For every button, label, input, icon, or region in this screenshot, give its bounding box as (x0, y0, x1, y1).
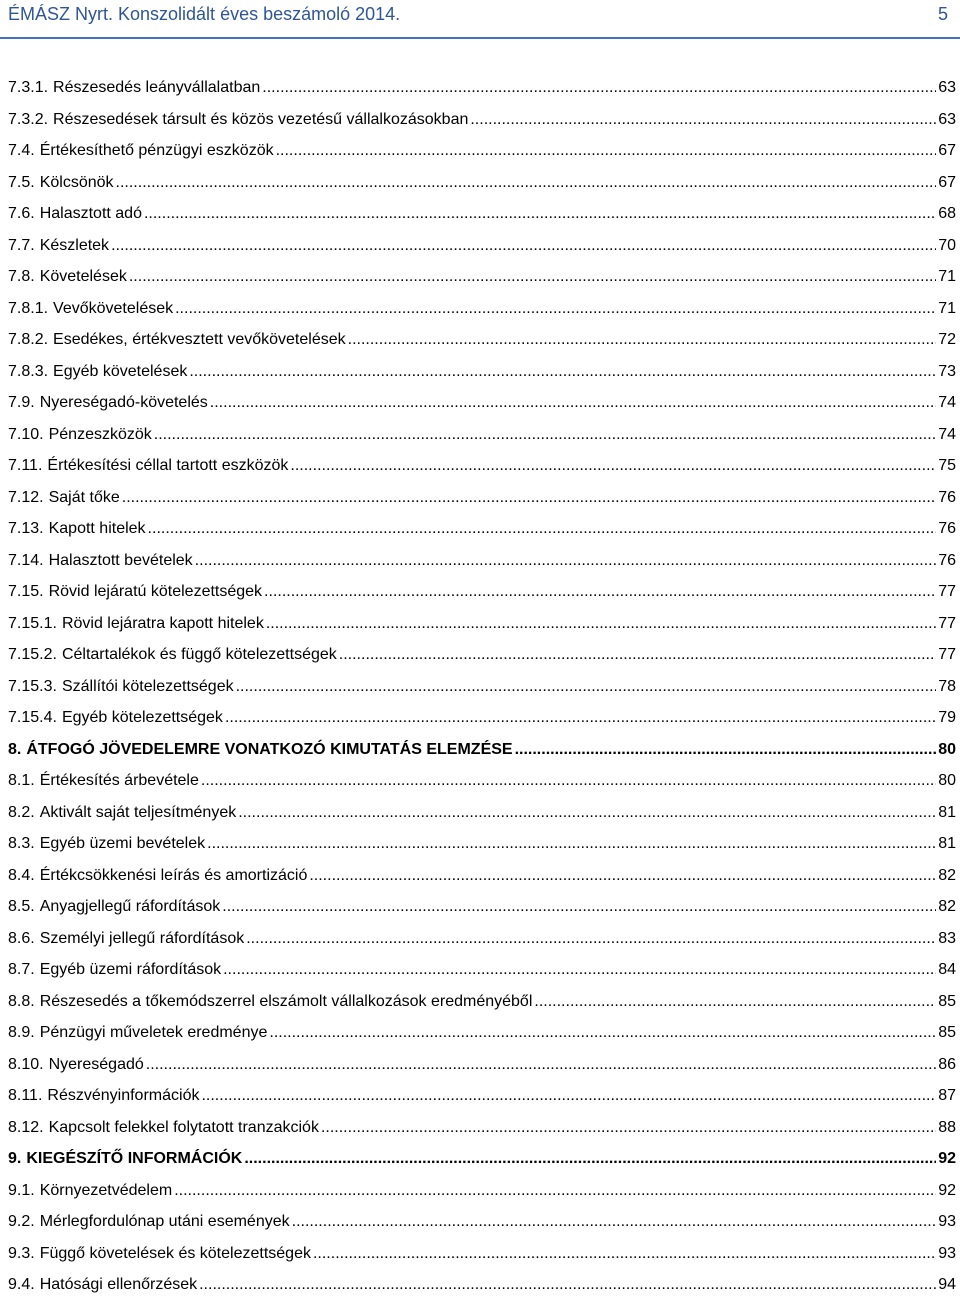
toc-entry-number: 7.8. (8, 268, 35, 285)
toc-dot-leader (515, 734, 937, 766)
document-title: ÉMÁSZ Nyrt. Konszolidált éves beszámoló 2014. (8, 4, 401, 24)
toc-entry[interactable] (8, 671, 956, 703)
toc-dot-leader (116, 167, 937, 199)
toc-dot-leader (189, 356, 936, 388)
toc-entry-title: Halasztott adó (39, 205, 142, 222)
toc-dot-leader (223, 954, 936, 986)
toc-entry-number: 7.15.3. (8, 677, 57, 695)
toc-entry-page: 67 (938, 142, 956, 159)
toc-entry-page: 81 (938, 803, 956, 821)
toc-entry-number: 7.15.4. (8, 709, 57, 726)
toc-entry-page: 93 (938, 1244, 956, 1262)
toc-dot-leader (195, 545, 937, 577)
toc-entry-page: 92 (938, 1150, 956, 1167)
toc-dot-leader (236, 671, 937, 703)
toc-entry-number: 8.7. (8, 961, 35, 978)
toc-entry-page: 68 (938, 205, 956, 222)
toc-entry[interactable] (8, 608, 956, 640)
toc-entry-title: Anyagjellegű ráfordítások (39, 898, 221, 915)
toc-dot-leader (238, 797, 936, 829)
toc-dot-leader (246, 923, 936, 955)
toc-dot-leader (290, 450, 936, 482)
toc-entry-number: 7.3.1. (8, 79, 49, 96)
toc-entry-title: Pénzügyi műveletek eredménye (39, 1024, 268, 1041)
toc-dot-leader (122, 482, 936, 514)
toc-entry-title: Követelések (39, 268, 127, 285)
toc-entry-page: 74 (938, 394, 956, 411)
toc-entry-number: 9.3. (8, 1244, 35, 1262)
toc-entry-number: 8.6. (8, 929, 35, 947)
toc-dot-leader (470, 104, 936, 136)
toc-entry[interactable] (8, 828, 956, 860)
toc-entry[interactable] (8, 639, 956, 671)
toc-entry-number: 7.14. (8, 551, 44, 569)
toc-dot-leader (321, 1112, 936, 1144)
toc-entry[interactable] (8, 545, 956, 577)
toc-entry[interactable] (8, 797, 956, 829)
page-header (0, 0, 960, 40)
toc-entry-title: Részvényinformációk (47, 1087, 200, 1104)
toc-dot-leader (292, 1206, 937, 1238)
toc-entry-number: 8.1. (8, 772, 35, 789)
toc-entry[interactable] (8, 72, 956, 104)
toc-dot-leader (266, 608, 936, 640)
toc-dot-leader (222, 891, 936, 923)
toc-entry-title: Pénzeszközök (48, 425, 152, 443)
toc-entry-number: 9. (8, 1150, 22, 1167)
toc-entry[interactable] (8, 1269, 956, 1301)
toc-entry-page: 74 (938, 425, 956, 443)
toc-entry-number: 7.4. (8, 142, 35, 159)
toc-entry-number: 7.8.2. (8, 331, 49, 348)
toc-entry-page: 81 (938, 835, 956, 852)
toc-entry[interactable] (8, 734, 956, 766)
toc-entry-page: 76 (938, 551, 956, 569)
toc-entry-title: Egyéb kötelezettségek (61, 709, 223, 726)
toc-entry-title: Egyéb üzemi bevételek (39, 835, 206, 852)
toc-entry-page: 63 (938, 79, 956, 96)
toc-dot-leader (129, 261, 936, 293)
header-divider (0, 37, 960, 39)
toc-entry-title: Szállítói kötelezettségek (61, 677, 234, 695)
toc-entry-page: 88 (938, 1118, 956, 1136)
toc-entry[interactable] (8, 293, 956, 325)
toc-dot-leader (313, 1238, 936, 1270)
toc-entry-page: 63 (938, 110, 956, 128)
toc-entry-title: Rövid lejáratú kötelezettségek (48, 583, 263, 600)
toc-dot-leader (348, 324, 937, 356)
toc-entry-number: 8.2. (8, 803, 35, 821)
toc-entry-number: 8. (8, 740, 22, 758)
toc-entry-number: 7.11. (8, 457, 43, 474)
toc-dot-leader (210, 387, 936, 419)
toc-entry-number: 9.1. (8, 1181, 35, 1199)
toc-entry-title: Nyereségadó (48, 1055, 144, 1073)
toc-dot-leader (276, 135, 937, 167)
toc-entry[interactable] (8, 513, 956, 545)
toc-entry-title: Saját tőke (48, 488, 120, 506)
toc-entry-title: Értékcsökkenési leírás és amortizáció (39, 866, 308, 884)
toc-entry-title: ÁTFOGÓ JÖVEDELEMRE VONATKOZÓ KIMUTATÁS ELEMZÉSE (26, 740, 513, 758)
toc-entry-page: 75 (938, 457, 956, 474)
toc-entry[interactable] (8, 167, 956, 199)
toc-entry-page: 83 (938, 929, 956, 947)
toc-entry-page: 76 (938, 488, 956, 506)
toc-entry-title: Hatósági ellenőrzések (39, 1276, 198, 1293)
toc-entry-page: 85 (938, 992, 956, 1010)
toc-entry[interactable] (8, 765, 956, 797)
toc-entry[interactable] (8, 1017, 956, 1049)
toc-entry-number: 8.10. (8, 1055, 44, 1073)
toc-entry-number: 7.6. (8, 205, 35, 222)
toc-entry-page: 79 (938, 709, 956, 726)
toc-dot-leader (269, 1017, 936, 1049)
toc-entry-page: 80 (938, 772, 956, 789)
toc-dot-leader (201, 765, 936, 797)
toc-entry[interactable] (8, 1175, 956, 1207)
toc-entry-page: 84 (938, 961, 956, 978)
toc-dot-leader (244, 1143, 936, 1175)
toc-entry-number: 8.9. (8, 1024, 35, 1041)
toc-dot-leader (154, 419, 936, 451)
toc-entry-page: 78 (938, 677, 956, 695)
toc-entry-title: Rövid lejáratra kapott hitelek (61, 614, 264, 632)
toc-dot-leader (534, 986, 936, 1018)
toc-entry-page: 67 (938, 173, 956, 191)
toc-entry-number: 7.13. (8, 520, 44, 537)
toc-dot-leader (175, 293, 936, 325)
toc-dot-leader (148, 513, 937, 545)
toc-entry-title: Részesedés leányvállalatban (53, 79, 261, 96)
toc-entry[interactable] (8, 261, 956, 293)
toc-entry[interactable] (8, 923, 956, 955)
toc-entry-number: 8.11. (8, 1087, 43, 1104)
toc-entry-page: 73 (938, 362, 956, 380)
toc-entry[interactable] (8, 702, 956, 734)
toc-entry-title: Mérlegfordulónap utáni események (39, 1213, 290, 1230)
toc-entry[interactable] (8, 482, 956, 514)
toc-entry[interactable] (8, 986, 956, 1018)
toc-entry[interactable] (8, 860, 956, 892)
toc-dot-leader (144, 198, 936, 230)
toc-entry[interactable] (8, 387, 956, 419)
toc-entry[interactable] (8, 891, 956, 923)
toc-entry[interactable] (8, 576, 956, 608)
toc-dot-leader (207, 828, 936, 860)
toc-entry-title: KIEGÉSZÍTŐ INFORMÁCIÓK (26, 1150, 243, 1167)
toc-entry-number: 8.12. (8, 1118, 44, 1136)
toc-entry[interactable] (8, 1112, 956, 1144)
toc-entry-title: Függő követelések és kötelezettségek (39, 1244, 311, 1262)
toc-entry-number: 7.15. (8, 583, 44, 600)
toc-entry[interactable] (8, 1238, 956, 1270)
toc-entry-page: 72 (938, 331, 956, 348)
toc-entry-title: Esedékes, értékvesztett vevőkövetelések (53, 331, 346, 348)
toc-entry-title: Részesedések társult és közös vezetésű vállalkozásokban (53, 110, 469, 128)
toc-dot-leader (201, 1080, 936, 1112)
toc-dot-leader (174, 1175, 936, 1207)
toc-entry[interactable] (8, 230, 956, 262)
toc-entry-page: 80 (938, 740, 956, 758)
toc-entry-title: Kölcsönök (39, 173, 114, 191)
toc-entry-title: Aktivált saját teljesítmények (39, 803, 237, 821)
toc-entry[interactable] (8, 1206, 956, 1238)
toc-entry-title: Egyéb üzemi ráfordítások (39, 961, 222, 978)
toc-entry-number: 7.3.2. (8, 110, 49, 128)
toc-entry-page: 92 (938, 1181, 956, 1199)
toc-entry-title: Kapcsolt felekkel folytatott tranzakciók (48, 1118, 319, 1136)
toc-entry[interactable] (8, 324, 956, 356)
toc-entry-page: 70 (938, 236, 956, 254)
toc-entry-page: 82 (938, 898, 956, 915)
toc-entry-title: Személyi jellegű ráfordítások (39, 929, 245, 947)
toc-entry[interactable] (8, 104, 956, 136)
toc-entry-page: 82 (938, 866, 956, 884)
toc-entry-page: 77 (938, 614, 956, 632)
toc-entry-page: 85 (938, 1024, 956, 1041)
toc-entry-number: 7.7. (8, 236, 35, 254)
toc-entry[interactable] (8, 1080, 956, 1112)
toc-entry[interactable] (8, 450, 956, 482)
toc-entry[interactable] (8, 954, 956, 986)
toc-dot-leader (262, 72, 936, 104)
toc-entry-title: Készletek (39, 236, 110, 254)
page-number: 5 (937, 4, 948, 24)
toc-entry-title: Kapott hitelek (48, 520, 146, 537)
toc-entry-title: Részesedés a tőkemódszerrel elszámolt vállalkozások eredményéből (39, 992, 533, 1010)
toc-entry-title: Egyéb követelések (53, 362, 188, 380)
toc-entry-number: 8.8. (8, 992, 35, 1010)
toc-dot-leader (339, 639, 936, 671)
toc-entry-number: 7.10. (8, 425, 44, 443)
toc-entry-title: Értékesítés árbevétele (39, 772, 199, 789)
toc-entry-title: Környezetvédelem (39, 1181, 173, 1199)
toc-entry-page: 93 (938, 1213, 956, 1230)
toc-entry-title: Vevőkövetelések (53, 299, 174, 317)
toc-entry-title: Céltartalékok és függő kötelezettségek (61, 646, 337, 663)
toc-entry[interactable] (8, 135, 956, 167)
toc-entry[interactable] (8, 198, 956, 230)
toc-entry-number: 7.15.1. (8, 614, 57, 632)
toc-entry-page: 77 (938, 583, 956, 600)
toc-entry-number: 8.3. (8, 835, 35, 852)
toc-entry-page: 71 (938, 268, 956, 285)
toc-entry-page: 87 (938, 1087, 956, 1104)
toc-dot-leader (225, 702, 936, 734)
toc-entry-number: 7.9. (8, 394, 35, 411)
toc-entry[interactable] (8, 419, 956, 451)
toc-entry-number: 8.5. (8, 898, 35, 915)
toc-dot-leader (264, 576, 936, 608)
toc-entry-page: 94 (938, 1276, 956, 1293)
toc-entry-number: 7.8.3. (8, 362, 49, 380)
toc-dot-leader (199, 1269, 936, 1301)
toc-entry-page: 71 (938, 299, 956, 317)
toc-entry-number: 7.5. (8, 173, 35, 191)
toc-entry[interactable] (8, 1049, 956, 1081)
toc-entry-number: 9.2. (8, 1213, 35, 1230)
toc-dot-leader (146, 1049, 936, 1081)
toc-entry-title: Halasztott bevételek (48, 551, 193, 569)
toc-entry-number: 7.8.1. (8, 299, 49, 317)
table-of-contents (8, 72, 956, 1301)
toc-dot-leader (111, 230, 936, 262)
toc-entry-title: Nyereségadó-követelés (39, 394, 208, 411)
toc-entry-page: 86 (938, 1055, 956, 1073)
toc-entry-page: 77 (938, 646, 956, 663)
toc-entry-number: 8.4. (8, 866, 35, 884)
toc-entry[interactable] (8, 1143, 956, 1175)
toc-entry-number: 9.4. (8, 1276, 35, 1293)
toc-entry-number: 7.12. (8, 488, 44, 506)
toc-entry-title: Értékesítési céllal tartott eszközök (47, 457, 289, 474)
toc-entry-title: Értékesíthető pénzügyi eszközök (39, 142, 274, 159)
toc-entry-number: 7.15.2. (8, 646, 57, 663)
toc-entry[interactable] (8, 356, 956, 388)
toc-dot-leader (309, 860, 936, 892)
toc-entry-page: 76 (938, 520, 956, 537)
